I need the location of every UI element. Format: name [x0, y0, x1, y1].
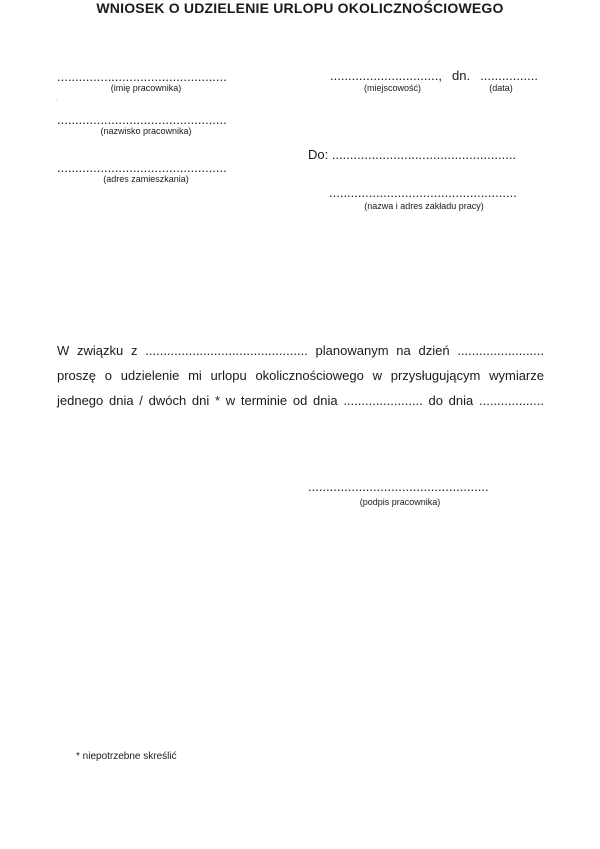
place-date-field: .............................., dn. ................	[330, 68, 538, 83]
employee-address-label: (adres zamieszkania)	[103, 174, 189, 184]
addressee-to-field: Do: ...................................................	[308, 147, 517, 162]
paragraph-line-3: jednego dnia / dwóch dni * w terminie od dnia ...................... do dnia ..................	[57, 393, 544, 408]
place-label: (miejscowość)	[363, 83, 421, 93]
employee-surname-field: ...............................................	[57, 112, 227, 127]
document-title: WNIOSEK O UDZIELENIE URLOPU OKOLICZNOŚCIOWEGO	[96, 0, 504, 16]
footnote: * niepotrzebne skreślić	[76, 751, 177, 762]
employee-surname-label: (nazwisko pracownika)	[100, 126, 192, 136]
date-label: (data)	[489, 83, 513, 93]
stray-mark: .	[56, 93, 59, 102]
employee-name-field: ...............................................	[57, 69, 227, 84]
signature-field: ..................................................	[308, 479, 489, 494]
workplace-field: ....................................................	[329, 185, 517, 200]
workplace-label: (nazwa i adres zakładu pracy)	[364, 201, 484, 211]
signature-label: (podpis pracownika)	[359, 497, 441, 507]
request-paragraph	[57, 338, 544, 413]
paragraph-line-2: proszę o udzielenie mi urlopu okolicznościowego w przysługującym wymiarze	[57, 368, 544, 383]
employee-name-label: (imię pracownika)	[110, 83, 182, 93]
paragraph-line-1: W związku z ............................................. planowanym na dzień ........................	[57, 343, 544, 358]
employee-address-field: ...............................................	[57, 160, 227, 175]
